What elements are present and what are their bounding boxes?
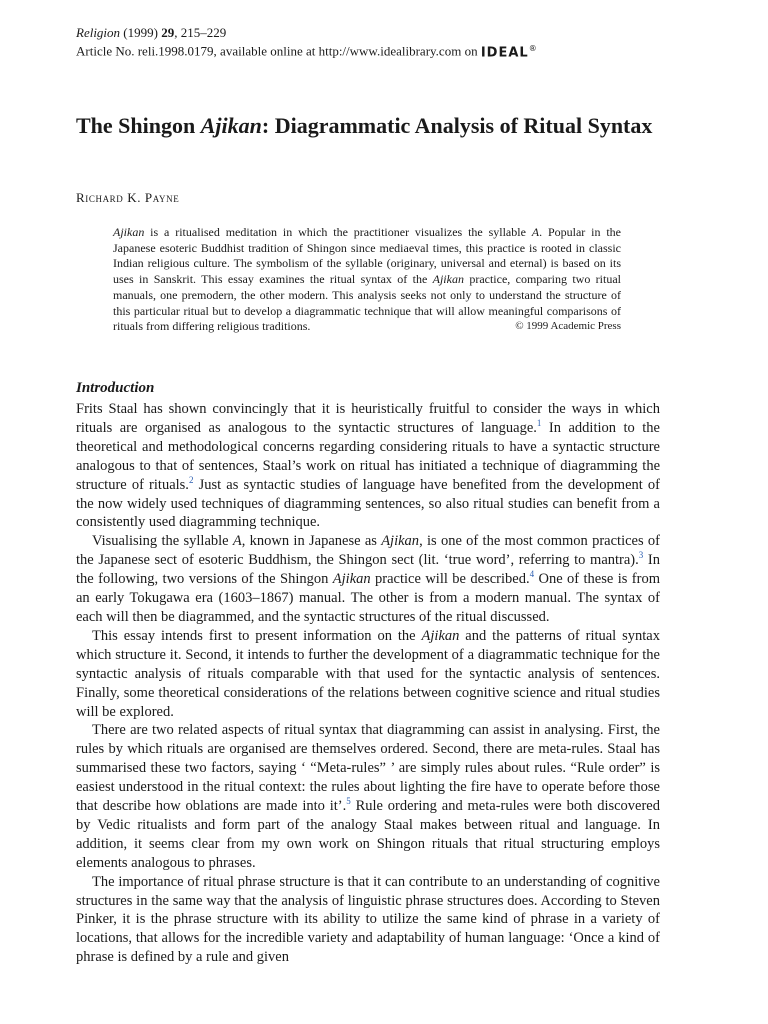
section-heading-introduction: Introduction [76, 380, 155, 396]
footnote-ref-2[interactable]: 2 [188, 474, 194, 485]
ideal-logo-text: IDEAL [480, 45, 529, 61]
paragraph-3: This essay intends first to present information on the Ajikan and the patterns of ritual syntax which structure it. Second, it intends to further the development of a diagrammatic technique for the syntactic analysis of rituals comparable with that used for the syntactic analysis of sentences. Finally, some theoretical considerations of the relations between cognitive science and ritual studies will be explored. [76, 627, 660, 720]
body-text [76, 400, 660, 967]
footnote-ref-5[interactable]: 5 [346, 796, 351, 807]
citation-line [76, 25, 538, 41]
journal-year: (1999) [123, 25, 158, 40]
article-line [76, 41, 538, 61]
registered-mark: ® [528, 44, 538, 53]
paragraph-4: There are two related aspects of ritual syntax that diagramming can assist in analysing. First, the rules by which rituals are organised are themselves ordered. Second, there are meta-rules. Staal has summarised these two factors, saying ‘ “Meta-rules” ’ are simply rules about rules. “Rule order” is easiest understood in the ritual context: the rules about lighting the fire have to operate before those that describe how oblations are made into it’.$^5$ Rule ordering and meta-rules were both discovered by Vedic ritualists and form part of the analogy Staal makes between ritual and language. In addition, it seems clear from my own work on Shingon rituals that ritual structuring employs elements analogous to phrases. [76, 722, 660, 871]
paragraph-5: The importance of ritual phrase structure is that it can contribute to an understanding of cognitive structures in the same way that the analysis of linguistic phrase structures does. According to Steven Pinker, it is the phrase structure with its ability to utilize the same kind of phrase in a variety of locations, that allows for the incredible variety and adaptability of human language: ‘Once a kind of phrase is defined by a rule and given [76, 873, 660, 966]
abstract: Ajikan is a ritualised meditation in which the practitioner visualizes the syllable A. Popular in the Japanese esoteric Buddhist tradition of Shingon since mediaeval times, this practice is rooted in classic Indian religious culture. The symbolism of the syllable (originary, universal and eternal) is based on its uses in Sanskrit. This essay examines the ritual syntax of the Ajikan practice, comparing two ritual manuals, one premodern, the other modern. This analysis seeks not only to understand the structure of this particular ritual but to develop a diagrammatic technique that will allow meaningful comparisons of rituals from differing religious traditions. © 1999 Academic Press [113, 225, 621, 334]
journal-name: Religion [76, 25, 121, 40]
paragraph-1: Frits Staal has shown convincingly that it is heuristically fruitful to consider the ways in which rituals are organised as analogous to the syntactic structures of language.$^1$ In addition to the theoretical and methodological concerns regarding considering rituals to have a syntactic structure analogous to that of sentences, Staal’s work on ritual has initiated a technique of diagramming the structure of rituals.$^2$ Just as syntactic studies of language have benefited from the development of the now widely used techniques of diagramming sentences, so also ritual studies can benefit from a consistently used diagramming technique. [76, 401, 660, 531]
journal-volume: 29 [161, 25, 175, 40]
footnote-ref-1[interactable]: 1 [536, 418, 542, 429]
ideal-logo [481, 41, 538, 61]
paragraph-2: Visualising the syllable A, known in Japanese as Ajikan, is one of the most common practices of the Japanese sect of esoteric Buddhism, the Shingon sect (lit. ‘true word’, referring to mantra).$^3$ In the following, two versions of the Shingon Ajikan practice will be described.$^4$ One of these is from an early Tokugawa era (1603–1867) manual. The other is from a modern manual. The syntax of each will then be diagrammed, and the syntactic structures of the ritual discussed. [76, 533, 660, 625]
journal-header [76, 25, 538, 61]
article-availability[interactable]: Article No. reli.1998.0179, available online at http://www.idealibrary.com on [76, 43, 478, 59]
footnote-ref-3[interactable]: 3 [638, 550, 644, 561]
author-name: Richard K. Payne [76, 190, 180, 205]
copyright-notice: © 1999 Academic Press [515, 320, 621, 333]
article-title: The Shingon Ajikan: Diagrammatic Analysis of Ritual Syntax [76, 113, 653, 138]
footnote-ref-4[interactable]: 4 [529, 569, 535, 580]
journal-pages: , 215–229 [174, 25, 227, 40]
